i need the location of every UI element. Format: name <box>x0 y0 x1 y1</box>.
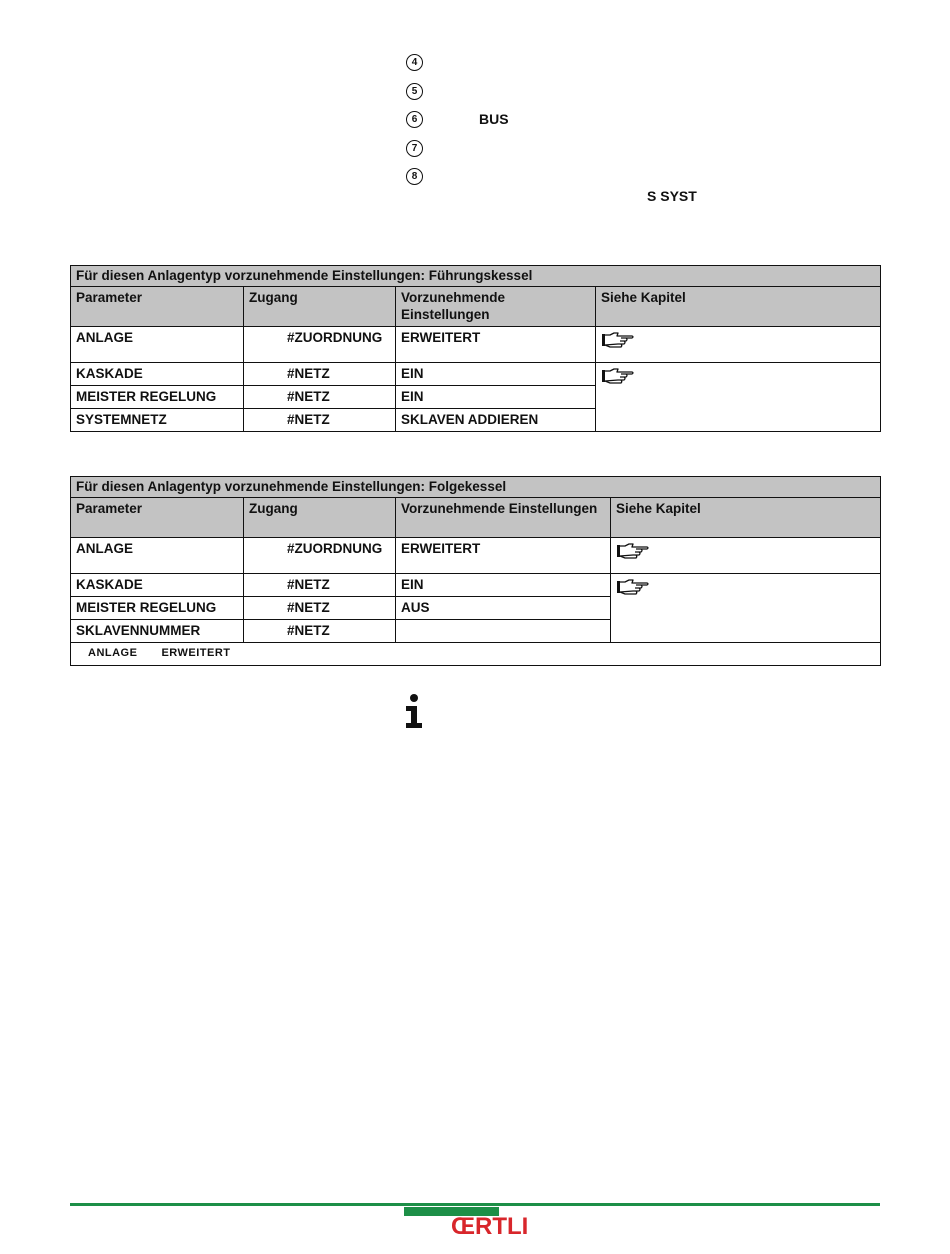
setting-cell: ERWEITERT <box>396 327 596 363</box>
list-item <box>406 138 886 167</box>
settings-table-slave <box>70 476 881 666</box>
chapter-ref-cell <box>611 574 881 643</box>
column-header: Siehe Kapitel <box>596 287 881 327</box>
access-cell: #NETZ <box>244 620 396 643</box>
column-header: Vorzunehmende Einstellungen <box>396 498 611 538</box>
param-cell: SKLAVENNUMMER <box>71 620 244 643</box>
column-header: Parameter <box>71 498 244 538</box>
chapter-ref-cell <box>596 363 881 432</box>
pointing-hand-icon <box>601 331 635 349</box>
param-cell: MEISTER REGELUNG <box>71 597 244 620</box>
column-header: Parameter <box>71 287 244 327</box>
column-header: Vorzunehmende Einstellungen <box>396 287 596 327</box>
pointing-hand-icon <box>601 367 635 385</box>
column-header: Zugang <box>244 287 396 327</box>
setting-cell: EIN <box>396 386 596 409</box>
param-cell: ANLAGE <box>71 327 244 363</box>
chapter-ref-cell <box>596 327 881 363</box>
circled-number: 4 <box>406 54 423 71</box>
table-footnote <box>71 643 881 666</box>
table-caption: Für diesen Anlagentyp vorzunehmende Einstellungen: Folgekessel <box>71 477 881 498</box>
setting-cell: SKLAVEN ADDIEREN <box>396 409 596 432</box>
table-footnote-row <box>71 643 881 666</box>
access-cell: #NETZ <box>244 574 396 597</box>
setting-cell: EIN <box>396 574 611 597</box>
footnote-term: ANLAGE <box>88 647 138 659</box>
list-item <box>406 166 886 195</box>
access-cell: #ZUORDNUNG <box>244 538 396 574</box>
setting-cell: ERWEITERT <box>396 538 611 574</box>
column-header: Zugang <box>244 498 396 538</box>
table-caption: Für diesen Anlagentyp vorzunehmende Einstellungen: Führungskessel <box>71 266 881 287</box>
list-item <box>406 109 886 138</box>
param-cell: KASKADE <box>71 574 244 597</box>
brand-logo: ŒRTLI <box>451 1213 529 1240</box>
settings-table-master <box>70 265 881 432</box>
setting-cell <box>396 620 611 643</box>
list-item <box>406 81 886 110</box>
table-row <box>71 574 881 597</box>
param-cell: SYSTEMNETZ <box>71 409 244 432</box>
pointing-hand-icon <box>616 578 650 596</box>
access-cell: #NETZ <box>244 409 396 432</box>
column-header: Siehe Kapitel <box>611 498 881 538</box>
list-continuation-text: S SYST <box>647 188 697 204</box>
info-icon <box>403 693 425 729</box>
access-cell: #NETZ <box>244 597 396 620</box>
param-cell: ANLAGE <box>71 538 244 574</box>
table-row <box>71 363 881 386</box>
footnote-term: ERWEITERT <box>161 647 231 659</box>
access-cell: #ZUORDNUNG <box>244 327 396 363</box>
list-item <box>406 52 886 81</box>
param-cell: KASKADE <box>71 363 244 386</box>
param-cell: MEISTER REGELUNG <box>71 386 244 409</box>
circled-number: 6 <box>406 111 423 128</box>
access-cell: #NETZ <box>244 386 396 409</box>
chapter-ref-cell <box>611 538 881 574</box>
setting-cell: AUS <box>396 597 611 620</box>
list-item-text: BUS <box>479 111 509 127</box>
circled-number: 5 <box>406 83 423 100</box>
table-row <box>71 327 881 363</box>
circled-number: 8 <box>406 168 423 185</box>
circled-number: 7 <box>406 140 423 157</box>
table-row <box>71 538 881 574</box>
access-cell: #NETZ <box>244 363 396 386</box>
pointing-hand-icon <box>616 542 650 560</box>
numbered-list <box>406 52 886 195</box>
setting-cell: EIN <box>396 363 596 386</box>
footer-rule <box>70 1203 880 1206</box>
